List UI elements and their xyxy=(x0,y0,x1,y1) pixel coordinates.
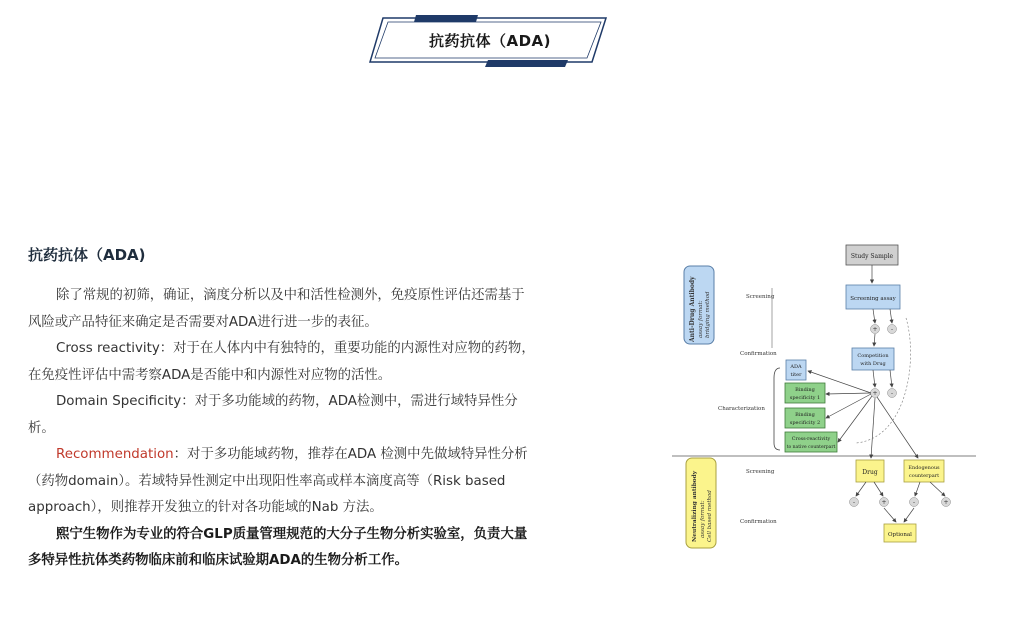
svg-text:Cross-reactivity: Cross-reactivity xyxy=(791,437,831,442)
svg-text:Optional: Optional xyxy=(888,532,912,538)
recommendation-text: ：对于多功能域药物，推荐在ADA 检测中先做域特异性分析 （药物domain）。若域特异性测定中出现阳性率高或样本滴度高等（Risk based approach），则推荐开发独立的针对各功能域的Nab 方法。 xyxy=(28,447,528,515)
paragraph-cross-reactivity xyxy=(28,336,538,389)
stage-screening-nab: Screening xyxy=(746,469,775,475)
svg-text:-: - xyxy=(852,499,856,506)
svg-text:Binding: Binding xyxy=(795,412,815,418)
paragraph-domain-specificity xyxy=(28,389,538,442)
box-optional xyxy=(884,524,916,542)
svg-text:+: + xyxy=(881,499,887,506)
svg-text:-: - xyxy=(912,499,916,506)
side-ada-line3: bridging method xyxy=(705,291,711,338)
svg-text:Drug: Drug xyxy=(862,469,878,476)
banner-title: 抗药抗体（ADA) xyxy=(428,32,552,50)
side-label-nab xyxy=(686,458,716,548)
svg-text:+: + xyxy=(872,390,878,397)
svg-text:specificity 1: specificity 1 xyxy=(789,395,821,401)
paragraph-company: 熙宁生物作为专业的符合GLP质量管理规范的大分子生物分析实验室，负责大量多特异性抗体类药物临床前和临床试验期ADA的生物分析工作。 xyxy=(28,526,528,568)
svg-text:Endogenous: Endogenous xyxy=(908,465,940,471)
box-binding-1 xyxy=(785,383,825,403)
header-banner xyxy=(368,10,612,70)
cross-reactivity-label: Cross reactivity xyxy=(56,341,160,356)
article xyxy=(28,244,538,575)
ada-flow-diagram xyxy=(668,238,980,556)
side-ada-line1: Anti-Drug Antibody xyxy=(689,276,696,342)
diagram-svg xyxy=(668,238,980,556)
paragraph-recommendation xyxy=(28,442,538,522)
stage-confirmation: Confirmation xyxy=(740,351,777,357)
side-nab-line3: Cell based method xyxy=(707,490,713,542)
box-endogenous xyxy=(904,460,944,482)
box-cross-reactivity xyxy=(785,432,837,452)
side-label-ada xyxy=(684,266,714,344)
svg-text:titer: titer xyxy=(790,372,802,378)
svg-text:Screening assay: Screening assay xyxy=(850,296,896,302)
svg-text:counterpart: counterpart xyxy=(908,473,940,479)
side-ada-line2: assay format: xyxy=(698,300,704,338)
stage-confirmation-nab: Confirmation xyxy=(740,519,777,525)
box-study-sample xyxy=(846,245,898,265)
svg-text:-: - xyxy=(890,390,894,397)
svg-text:with Drug: with Drug xyxy=(860,361,886,367)
box-screening-assay xyxy=(846,285,900,309)
box-drug xyxy=(856,460,884,482)
svg-text:+: + xyxy=(872,326,878,333)
svg-text:Binding: Binding xyxy=(795,387,815,393)
domain-specificity-text: ：对于多功能域的药物，ADA检测中，需进行域特异性分析。 xyxy=(28,394,518,436)
svg-text:Competition: Competition xyxy=(857,353,889,359)
svg-text:+: + xyxy=(943,499,949,506)
svg-text:to native counterpart: to native counterpart xyxy=(786,445,836,450)
article-title: 抗药抗体（ADA) xyxy=(28,246,146,264)
domain-specificity-label: Domain Specificity xyxy=(56,394,182,409)
box-binding-2 xyxy=(785,408,825,428)
box-competition xyxy=(852,348,894,370)
svg-text:Study Sample: Study Sample xyxy=(850,253,894,260)
svg-text:-: - xyxy=(890,326,894,333)
recommendation-label: Recommendation xyxy=(56,447,174,462)
stage-screening: Screening xyxy=(746,294,775,300)
box-ada-titer xyxy=(786,360,806,380)
paragraph-intro: 除了常规的初筛，确证，滴度分析以及中和活性检测外，免疫原性评估还需基于风险或产品特征来确定是否需要对ADA进行进一步的表征。 xyxy=(28,288,525,330)
svg-text:specificity 2: specificity 2 xyxy=(789,420,821,426)
cross-reactivity-text: ：对于在人体内中有独特的，重要功能的内源性对应物的药物，在免疫性评估中需考察ADA是否能中和内源性对应物的活性。 xyxy=(28,341,535,383)
stage-characterization: Characterization xyxy=(718,406,765,412)
side-nab-line1: Neutralizing antibody xyxy=(692,470,698,542)
side-nab-line2: assay format: xyxy=(700,500,706,538)
svg-text:ADA: ADA xyxy=(790,364,802,370)
